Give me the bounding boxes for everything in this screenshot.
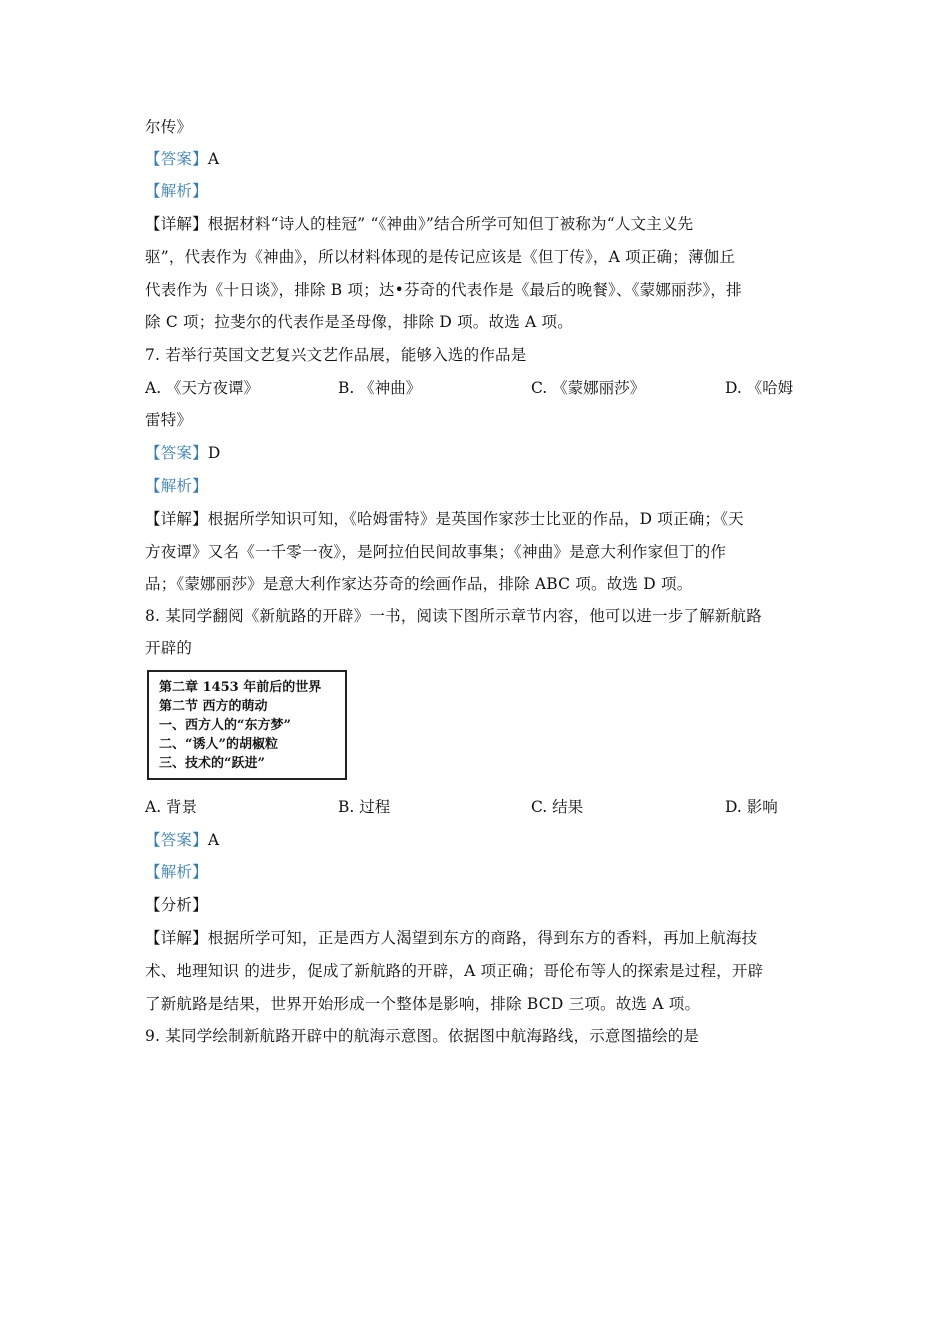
q8-option-c: C. 结果	[531, 798, 584, 816]
answer-label: 【答案】	[145, 150, 208, 168]
q8-option-b: B. 过程	[338, 798, 391, 816]
q7-option-b: B. 《神曲》	[338, 379, 422, 397]
figure-item: 二、“诱人”的胡椒粒	[159, 737, 278, 752]
q8-stem-line: 开辟的	[145, 639, 193, 657]
q7-detail-line: 方夜谭》又名《一千零一夜》，是阿拉伯民间故事集；《神曲》是意大利作家但丁的作	[145, 543, 727, 561]
figure-item: 一、西方人的“东方梦”	[159, 718, 291, 733]
q7-analysis-label: 【解析】	[145, 477, 208, 495]
q6-analysis-label: 【解析】	[145, 182, 208, 200]
q8-detail-line: 了新航路是结果，世界开始形成一个整体是影响，排除 BCD 三项。故选 A 项。	[145, 995, 701, 1013]
q6-answer-value: A	[207, 150, 220, 168]
q8-option-a: A. 背景	[145, 798, 198, 816]
q8-stem-line: 8. 某同学翻阅《新航路的开辟》一书，阅读下图所示章节内容，他可以进一步了解新航路	[145, 607, 762, 625]
q7-answer-line	[145, 443, 815, 463]
q6-detail-line: 驱”，代表作为《神曲》，所以材料体现的是传记应该是《但丁传》，A 项正确；薄伽丘	[145, 248, 736, 266]
q8-answer-value: A	[207, 831, 220, 849]
q7-detail-line: 品；《蒙娜丽莎》是意大利作家达芬奇的绘画作品，排除 ABC 项。故选 D 项。	[145, 575, 693, 593]
q9-stem: 9. 某同学绘制新航路开辟中的航海示意图。依据图中航海路线，示意图描绘的是	[145, 1027, 700, 1045]
q7-option-d: D. 《哈姆	[725, 379, 794, 397]
q8-detail-line: 术、地理知识 的进步，促成了新航路的开辟，A 项正确；哥伦布等人的探索是过程，开辟	[145, 962, 764, 980]
answer-label: 【答案】	[145, 831, 208, 849]
figure-section-title: 第二节 西方的萌动	[159, 699, 268, 714]
q6-answer-line	[145, 149, 815, 169]
q7-answer-value: D	[207, 444, 221, 462]
q8-analysis-subtitle: 【分析】	[145, 896, 208, 914]
q6-detail-line: 除 C 项；拉斐尔的代表作是圣母像，排除 D 项。故选 A 项。	[145, 313, 573, 331]
q6-option-continued: 尔传》	[145, 118, 193, 136]
q7-detail-line: 【详解】根据所学知识可知，《哈姆雷特》是英国作家莎士比亚的作品，D 项正确；《天	[145, 510, 744, 528]
q7-stem: 7. 若举行英国文艺复兴文艺作品展，能够入选的作品是	[145, 346, 527, 364]
q6-detail-line: 代表作为《十日谈》，排除 B 项；达•芬奇的代表作是《最后的晚餐》、《蒙娜丽莎》，排	[145, 281, 742, 299]
q6-detail-line: 【详解】根据材料“诗人的桂冠” “《神曲》”结合所学可知但丁被称为“人文主义先	[145, 215, 694, 233]
q8-detail-line: 【详解】根据所学可知，正是西方人渴望到东方的商路，得到东方的香料，再加上航海技	[145, 929, 758, 947]
figure-item: 三、技术的“跃进”	[159, 756, 265, 771]
answer-label: 【答案】	[145, 444, 208, 462]
figure-chapter-title: 第二章 1453 年前后的世界	[159, 680, 322, 695]
q7-option-c: C. 《蒙娜丽莎》	[531, 379, 646, 397]
chapter-outline-figure	[147, 670, 347, 780]
q8-option-d: D. 影响	[725, 798, 778, 816]
q7-option-d-continued: 雷特》	[145, 411, 193, 429]
q8-analysis-label: 【解析】	[145, 863, 208, 881]
q8-answer-line	[145, 830, 815, 850]
q7-option-a: A. 《天方夜谭》	[145, 379, 260, 397]
